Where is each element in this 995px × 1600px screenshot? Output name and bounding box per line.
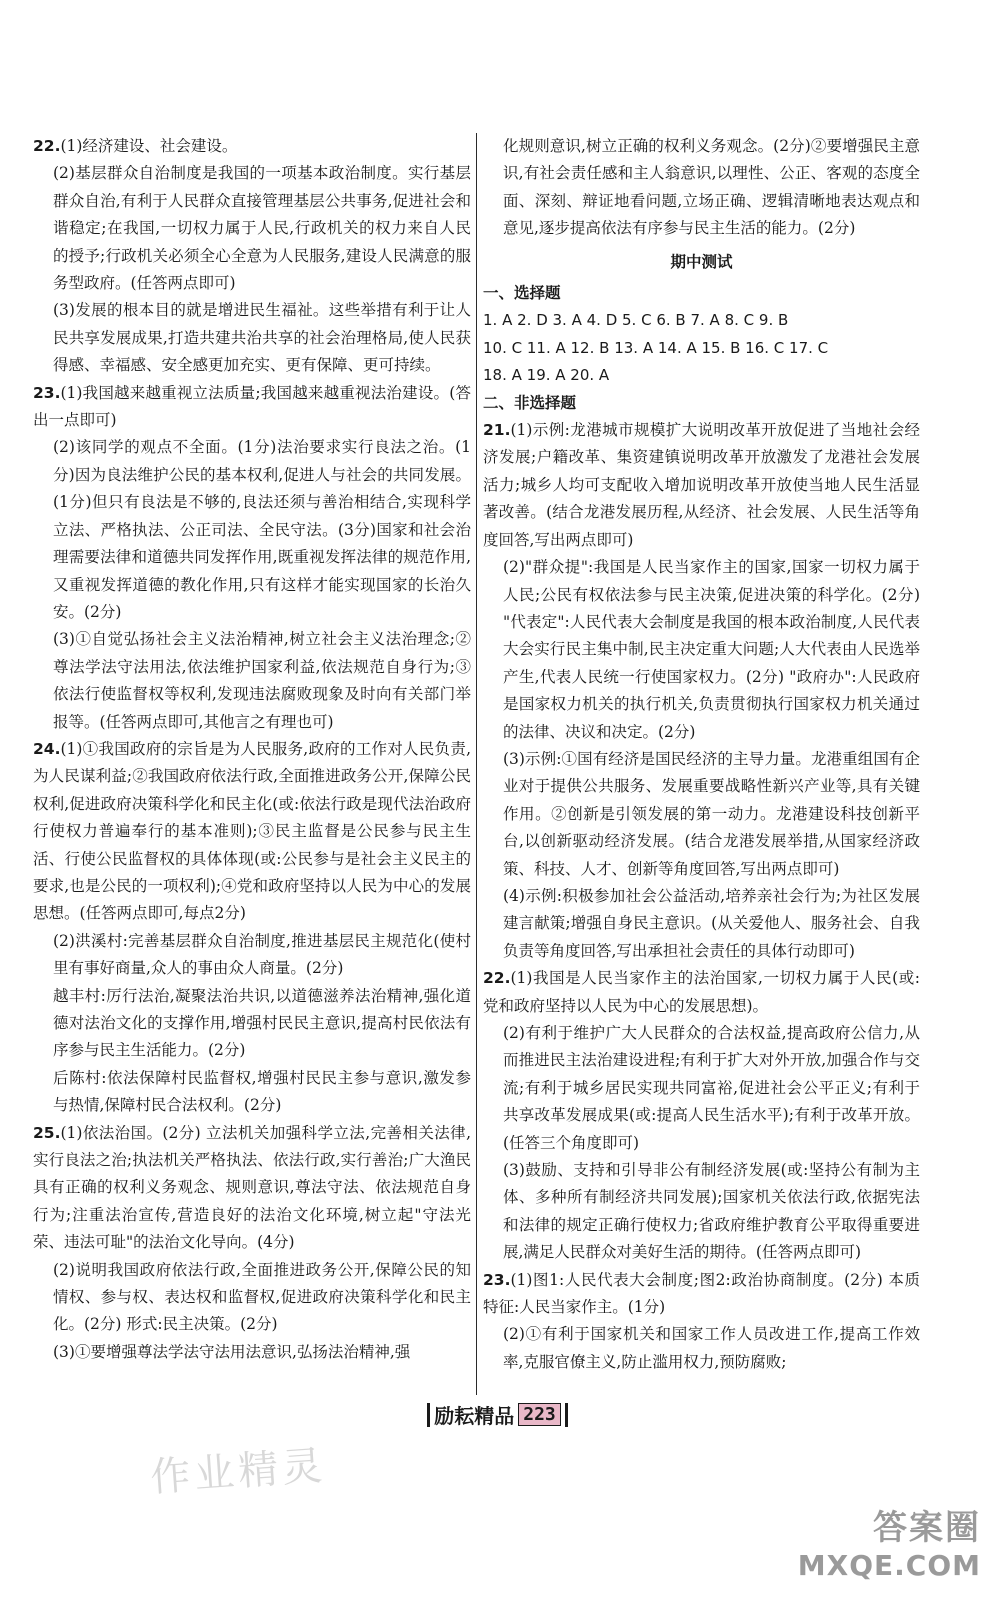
question-number: 22. bbox=[33, 137, 61, 155]
footer-bar-right bbox=[565, 1403, 568, 1427]
answer-text: (3)示例:①国有经济是国民经济的主导力量。龙港重组国有企业对于提供公共服务、发展重要战略性新兴产业等,具有关键作用。②创新是引领发展的第一动力。龙港建设科技创新平台,以创新驱动经济发展。(结合龙港发展举措,从国家经济政策、科技、人才、创新等角度回答,写出两点即可) bbox=[503, 749, 920, 878]
question-number: 25. bbox=[33, 1123, 61, 1142]
question-number: 23. bbox=[483, 1270, 511, 1289]
question-number: 24. bbox=[33, 739, 61, 758]
answer-text: (2)"群众提":我国是人民当家作主的国家,国家一切权力属于人民;公民有权依法参与民主决策,促进决策的科学化。(2分) "代表定":人民代表大会制度是我国的根本政治制度,人民代表大会实行民主集中制,民主决定重大问题;人大代表由人民选举产生,代表人民统一行使国家权力。(2分) "政府办":人民政府是国家权力机关的执行机关,负责贯彻执行国家权力机关通过的法律、决议和决定。(2分) bbox=[503, 558, 920, 741]
brand-name: 励耘精品 bbox=[434, 1404, 515, 1428]
page-number: 223 bbox=[518, 1403, 561, 1426]
answer-text: 越丰村:厉行法治,凝聚法治共识,以道德滋养法治精神,强化道德对法治文化的支撑作用,增强村民民主意识,提高村民依法有序参与民主生活能力。(2分) bbox=[53, 986, 471, 1060]
question-number: 22. bbox=[483, 969, 511, 988]
answer-text-continued: 化规则意识,树立正确的权利义务观念。(2分)②要增强民主意识,有社会责任感和主人翁意识,以理性、公正、客观的态度全面、深刻、辩证地看问题,立场正确、逻辑清晰地表达观点和意见,逐步提高依法有序参与民主生活的能力。(2分) bbox=[503, 137, 920, 238]
answer-text: (3)①要增强尊法学法守法用法意识,弘扬法治精神,强 bbox=[53, 1342, 411, 1361]
answer-text: (3)发展的根本目的就是增进民生福祉。这些举措有利于让人民共享发展成果,打造共建共治共享的社会治理格局,使人民获得感、幸福感、安全感更加充实、更有保障、更可持续。 bbox=[53, 301, 471, 375]
answer-text: (2)基层群众自治制度是我国的一项基本政治制度。实行基层群众自治,有利于人民群众直接管理基层公共事务,促进社会和谐稳定;在我国,一切权力属于人民,行政机关的权力来自人民的授予;行政机关必须全心全意为人民服务,建设人民满意的服务型政府。(任答两点即可) bbox=[53, 164, 471, 293]
question-23 bbox=[33, 380, 471, 736]
question-23-midterm bbox=[483, 1267, 920, 1377]
page-footer bbox=[0, 1400, 995, 1431]
footer-bar-left bbox=[427, 1403, 430, 1427]
column-divider bbox=[476, 133, 477, 1395]
brand-logo bbox=[427, 1400, 568, 1429]
question-21 bbox=[483, 417, 920, 965]
answer-text: (1)示例:龙港城市规模扩大说明改革开放促进了当地社会经济发展;户籍改革、集资建镇说明改革开放激发了龙港社会发展活力;城乡人均可支配收入增加说明改革开放使当地人民生活显著改善。(结合龙港发展历程,从经济、社会发展、人民生活等角度回答,写出两点即可) bbox=[483, 421, 920, 549]
section-heading-multiple-choice: 一、选择题 bbox=[483, 284, 561, 303]
faded-stamp: 作业精灵 bbox=[148, 1442, 328, 1502]
answer-text: (2)说明我国政府依法行政,全面推进政务公开,保障公民的知情权、参与权、表达权和监督权,促进政府决策科学化和民主化。(2分) 形式:民主决策。(2分) bbox=[53, 1260, 471, 1334]
left-column bbox=[33, 133, 471, 1366]
question-25 bbox=[33, 1120, 471, 1367]
answer-text: (4)示例:积极参加社会公益活动,培养亲社会行为;为社区发展建言献策;增强自身民主意识。(从关爱他人、服务社会、自我负责等角度回答,写出承担社会责任的具体行动即可) bbox=[503, 886, 920, 960]
question-22 bbox=[33, 133, 471, 380]
question-24 bbox=[33, 736, 471, 1120]
answer-text: (1)我国是人民当家作主的法治国家,一切权力属于人民(或:党和政府坚持以人民为中心的发展思想)。 bbox=[483, 969, 920, 1015]
answer-text: (2)①有利于国家机关和国家工作人员改进工作,提高工作效率,克服官僚主义,防止滥用权力,预防腐败; bbox=[503, 1325, 920, 1371]
answer-text: (2)洪溪村:完善基层群众自治制度,推进基层民主规范化(使村里有事好商量,众人的事由众人商量。(2分) bbox=[53, 931, 471, 978]
section-title: 期中测试 bbox=[670, 252, 733, 271]
choice-answers-line: 1. A 2. D 3. A 4. D 5. C 6. B 7. A 8. C 9. B bbox=[483, 311, 789, 330]
choice-answers-line: 10. C 11. A 12. B 13. A 14. A 15. B 16. C 17. C bbox=[483, 338, 829, 357]
question-number: 23. bbox=[33, 383, 61, 402]
answer-text: 后陈村:依法保障村民监督权,增强村民民主参与意识,激发参与热情,保障村民合法权利。(2分) bbox=[53, 1068, 471, 1115]
watermark bbox=[798, 1500, 981, 1582]
answer-text: (3)①自觉弘扬社会主义法治精神,树立社会主义法治理念;②尊法学法守法用法,依法维护国家利益,依法规范自身行为;③依法行使监督权等权利,发现违法腐败现象及时向有关部门举报等。(任答两点即可,其他言之有理也可) bbox=[53, 630, 471, 731]
question-number: 21. bbox=[483, 421, 511, 440]
answer-text: (1)经济建设、社会建设。 bbox=[60, 137, 238, 155]
answer-text: (2)有利于维护广大人民群众的合法权益,提高政府公信力,从而推进民主法治建设进程;有利于扩大对外开放,加强合作与交流;有利于城乡居民实现共同富裕,促进社会公平正义;有利于共享改革发展成果(或:提高人民生活水平);有利于改革开放。(任答三个角度即可) bbox=[503, 1024, 920, 1152]
answer-text: (1)依法治国。(2分) 立法机关加强科学立法,完善相关法律,实行良法之治;执法机关严格执法、依法行政,实行善治;广大渔民具有正确的权利义务观念、规则意识,尊法守法、依法规范自身行为;注重法治宣传,营造良好的法治文化环境,树立起"守法光荣、违法可耻"的法治文化导向。(4分) bbox=[33, 1123, 471, 1252]
answer-text: (1)图1:人民代表大会制度;图2:政治协商制度。(2分) 本质特征:人民当家作主。(1分) bbox=[483, 1270, 920, 1317]
answer-text: (3)鼓励、支持和引导非公有制经济发展(或:坚持公有制为主体、多种所有制经济共同发展);国家机关依法行政,依据宪法和法律的规定正确行使权力;省政府维护教育公平取得重要进展,满足人民群众对美好生活的期待。(任答两点即可) bbox=[503, 1161, 920, 1262]
answer-text: (2)该同学的观点不全面。(1分)法治要求实行良法之治。(1分)因为良法维护公民的基本权利,促进人与社会的共同发展。(1分)但只有良法是不够的,良法还须与善治相结合,实现科学立法、严格执法、公正司法、全民守法。(3分)国家和社会治理需要法律和道德共同发挥作用,既重视发挥法律的规范作用,又重视发挥道德的教化作用,只有这样才能实现国家的长治久安。(2分) bbox=[53, 438, 471, 621]
answer-text: (1)①我国政府的宗旨是为人民服务,政府的工作对人民负责,为人民谋利益;②我国政府依法行政,全面推进政务公开,保障公民权利,促进政府决策科学化和民主化(或:依法行政是现代法治政府行使权力普遍奉行的基本准则);③民主监督是公民参与民主生活、行使公民监督权的具体体现(或:公民参与是社会主义民主的要求,也是公民的一项权利);④党和政府坚持以人民为中心的发展思想。(任答两点即可,每点2分) bbox=[33, 739, 471, 923]
answer-text: (1)我国越来越重视立法质量;我国越来越重视法治建设。(答出一点即可) bbox=[33, 383, 471, 430]
right-column bbox=[483, 133, 920, 1376]
watermark-url: MXQE.COM bbox=[797, 1549, 981, 1582]
watermark-cn: 答案圈 bbox=[873, 1508, 981, 1548]
question-22-midterm bbox=[483, 965, 920, 1266]
section-heading-non-choice: 二、非选择题 bbox=[483, 393, 577, 412]
choice-answers-line: 18. A 19. A 20. A bbox=[483, 366, 610, 385]
